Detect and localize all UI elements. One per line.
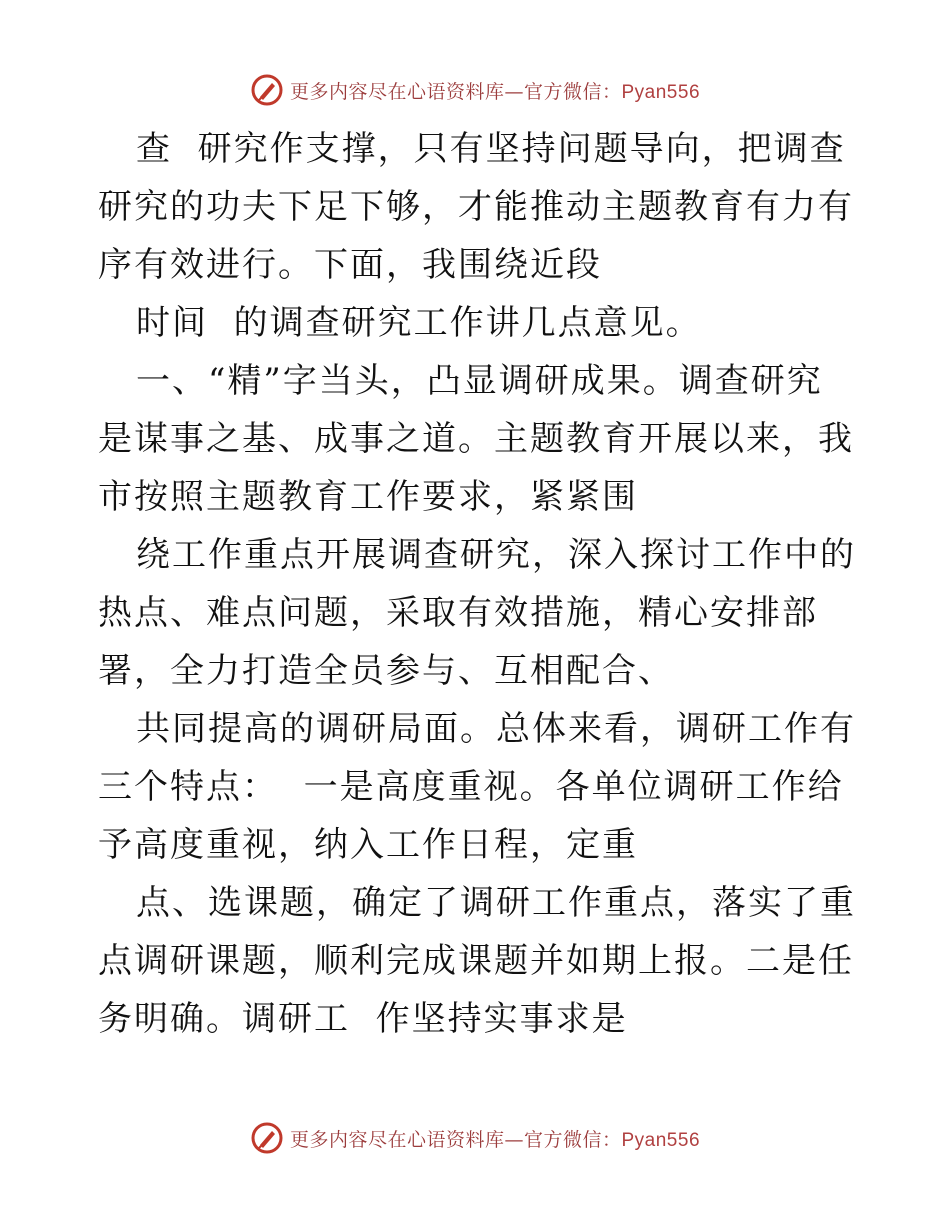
header-banner-text (290, 77, 700, 104)
pen-logo-icon (250, 73, 284, 107)
header-banner-brand: Pyan556 (621, 81, 701, 103)
document-body (98, 120, 858, 1048)
paragraph-3: 一、“精”字当头，凸显调研成果。调查研究是谋事之基、成事之道。主题教育开展以来，我市按照主题教育工作要求，紧紧围 (98, 361, 854, 517)
footer-banner-text (290, 1125, 700, 1152)
paragraph-4: 绕工作重点开展调查研究，深入探讨工作中的热点、难点问题，采取有效措施，精心安排部署，全力打造全员参与、互相配合、 (98, 535, 856, 691)
page-footer-banner (0, 1118, 950, 1158)
paragraph-5: 共同提高的调研局面。总体来看，调研工作有三个特点： 一是高度重视。各单位调研工作给予高度重视，纳入工作日程，定重 (98, 709, 856, 865)
paragraph-6: 点、选课题，确定了调研工作重点，落实了重点调研课题，顺利完成课题并如期上报。二是任务明确。调研工 作坚持实事求是 (98, 883, 856, 1039)
header-banner-label: 更多内容尽在心语资料库—官方微信： (289, 80, 622, 103)
footer-banner-label: 更多内容尽在心语资料库—官方微信： (289, 1128, 622, 1151)
page-header-banner (0, 70, 950, 110)
footer-banner-brand: Pyan556 (621, 1129, 701, 1151)
pen-logo-icon (250, 1121, 284, 1155)
paragraph-1: 查 研究作支撑，只有坚持问题导向，把调查研究的功夫下足下够，才能推动主题教育有力有序有效进行。下面，我围绕近段 (98, 129, 854, 285)
paragraph-2: 时间 的调查研究工作讲几点意见。 (136, 303, 702, 343)
